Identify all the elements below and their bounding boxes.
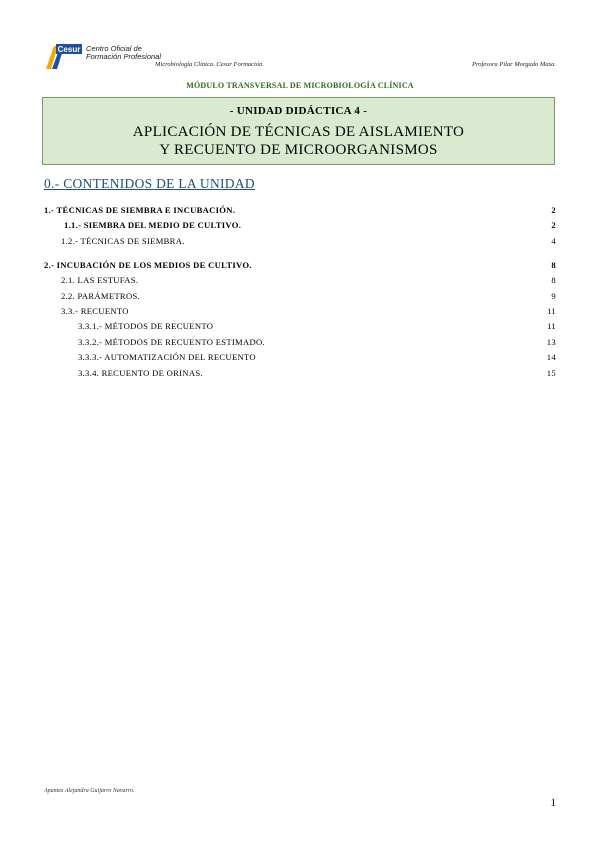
unit-title: APLICACIÓN DE TÉCNICAS DE AISLAMIENTO Y RECUENTO DE MICROORGANISMOS: [132, 124, 465, 158]
page-number: 1: [550, 797, 556, 809]
toc-entry[interactable]: 3.3.3.- AUTOMATIZACIÓN DEL RECUENTO 14: [78, 352, 556, 362]
toc-entry[interactable]: 3.3.2.- MÉTODOS DE RECUENTO ESTIMADO. 13: [78, 337, 556, 347]
footer-author: Apuntes Alejandra Guijarro Navarro.: [44, 788, 135, 794]
toc-entry[interactable]: 3.3.1.- MÉTODOS DE RECUENTO 11: [78, 321, 556, 331]
toc-entry[interactable]: 2.- INCUBACIÓN DE LOS MEDIOS DE CULTIVO. 8: [44, 260, 556, 270]
toc-entry[interactable]: 1.2.- TÉCNICAS DE SIEMBRA. 4: [61, 236, 556, 246]
logo-text: Centro Oficial de Formación Profesional: [86, 44, 162, 61]
toc-entry[interactable]: 3.3.4. RECUENTO DE ORINAS. 15: [78, 368, 556, 378]
toc-entry[interactable]: 1.- TÉCNICAS DE SIEMBRA E INCUBACIÓN. 2: [44, 205, 556, 215]
svg-text:Cesur: Cesur: [57, 45, 81, 54]
header-right: Profesora Pilar Morgado Masa.: [471, 61, 556, 68]
unit-banner: [42, 97, 555, 165]
module-title: MÓDULO TRANSVERSAL DE MICROBIOLOGÍA CLÍNICA: [186, 81, 414, 90]
unit-label: - UNIDAD DIDÁCTICA 4 -: [229, 105, 368, 117]
section-title: 0.- CONTENIDOS DE LA UNIDAD: [44, 176, 255, 191]
toc-entry[interactable]: 3.3.- RECUENTO 11: [61, 306, 556, 316]
toc-entry[interactable]: 2.2. PARÁMETROS. 9: [61, 291, 556, 301]
toc-entry[interactable]: 2.1. LAS ESTUFAS. 8: [61, 275, 556, 285]
header-left: Microbiología Clínica. Cesur Formación.: [155, 61, 264, 68]
toc-entry[interactable]: 1.1.- SIEMBRA DEL MEDIO DE CULTIVO. 2: [64, 220, 556, 230]
